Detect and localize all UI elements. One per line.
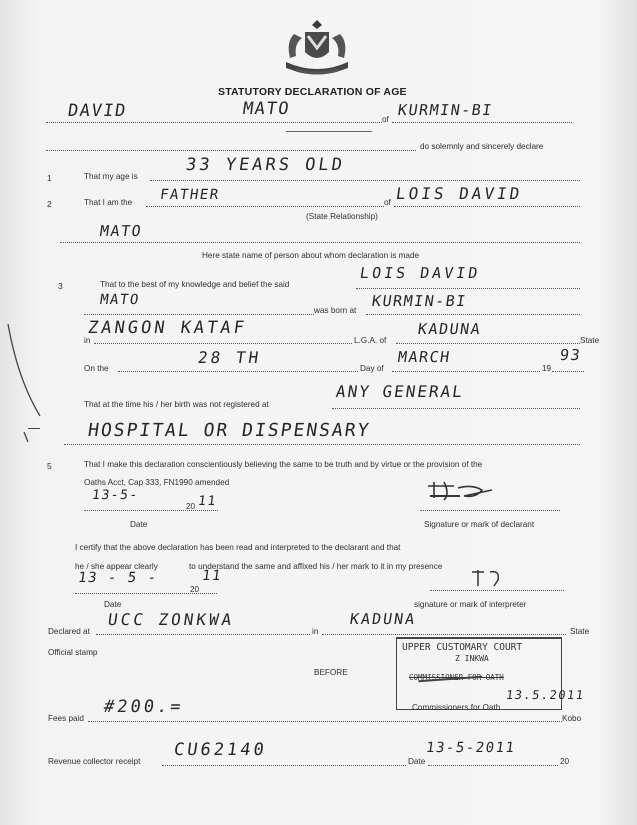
child-name-again: LOIS DAVID bbox=[358, 264, 482, 282]
short-rule bbox=[286, 131, 372, 132]
interpretation-date: 13 - 5 - bbox=[76, 570, 159, 586]
certify-text: I certify that the above declaration has been read and interpreted to the declarant and that bbox=[75, 543, 401, 552]
name-of-line bbox=[392, 122, 572, 123]
stamp-line-1: UPPER CUSTOMARY COURT bbox=[402, 642, 523, 653]
signature-line-1 bbox=[420, 510, 560, 511]
stamp-line-3: COMMISSIONER FOR OATH bbox=[409, 673, 504, 682]
lga-of-label: L.G.A. of bbox=[354, 336, 387, 345]
lga-line bbox=[94, 343, 352, 344]
before-label: BEFORE bbox=[314, 668, 348, 677]
receipt-line bbox=[162, 765, 406, 766]
commissioner-date: 13.5.2011 bbox=[505, 688, 586, 702]
child-surname-line bbox=[60, 242, 580, 243]
birth-day: 28 TH bbox=[196, 348, 263, 367]
i-am-the-label: That I am the bbox=[84, 198, 133, 207]
age-line bbox=[150, 180, 580, 181]
declarant-surname: MATO bbox=[241, 99, 292, 119]
child-first-names: LOIS DAVID bbox=[394, 184, 524, 203]
of-label-2: of bbox=[384, 198, 391, 207]
form-title: STATUTORY DECLARATION OF AGE bbox=[218, 86, 407, 98]
birth-place-line bbox=[366, 314, 580, 315]
registered-line-1 bbox=[332, 408, 580, 409]
was-born-at-label: was born at bbox=[314, 306, 357, 315]
child-line bbox=[394, 206, 580, 207]
state-label: State bbox=[580, 336, 600, 345]
lga-name: ZANGON KATAF bbox=[86, 318, 249, 338]
commissioner-label: Commissioners for Oath bbox=[412, 703, 501, 712]
declarant-first-name: DAVID bbox=[66, 101, 129, 121]
kobo-label: Kobo bbox=[562, 714, 582, 723]
day-of-label: Day of bbox=[360, 364, 384, 373]
oaths-act-text: Oaths Acct, Cap 333, FN1990 amended bbox=[84, 478, 230, 487]
registered-line-2 bbox=[64, 444, 580, 445]
nineteen-label: 19 bbox=[542, 364, 552, 373]
date-line-1 bbox=[84, 510, 218, 511]
declarant-of-place: KURMIN-BI bbox=[396, 101, 495, 119]
twenty-label-2: 20 bbox=[190, 585, 200, 594]
fees-line bbox=[88, 721, 562, 722]
receipt-number: CU62140 bbox=[172, 740, 269, 760]
to-the-best-text: That to the best of my knowledge and belief the said bbox=[100, 280, 290, 289]
birth-year-line bbox=[552, 371, 584, 372]
not-registered-text: That at the time his / her birth was not registered at bbox=[84, 400, 269, 409]
left-bracket-mark bbox=[28, 428, 40, 429]
state-name: KADUNA bbox=[416, 320, 483, 338]
make-declaration-text: That I make this declaration conscientiously believing the same to be truth and by virtue or the provision of the bbox=[84, 460, 483, 469]
signature-interpreter-label: signature or mark of interpreter bbox=[414, 600, 527, 609]
declared-at-label: Declared at bbox=[48, 627, 90, 636]
fees-amount: #200.= bbox=[102, 697, 185, 717]
stamp-line-2: Z INKWA bbox=[455, 654, 489, 663]
in-label-2: in bbox=[312, 627, 319, 636]
age-label: That my age is bbox=[84, 172, 138, 181]
said-line bbox=[356, 288, 580, 289]
interpreter-mark bbox=[468, 566, 508, 590]
date-label-3: Date bbox=[408, 757, 426, 766]
solemn-declare-text: do solemnly and sincerely declare bbox=[420, 142, 544, 151]
date-label-1: Date bbox=[130, 520, 148, 529]
born-name-line bbox=[84, 314, 314, 315]
registered-at-line-2: HOSPITAL OR DISPENSARY bbox=[86, 420, 372, 441]
item-number-2: 2 bbox=[47, 199, 52, 209]
coat-of-arms-emblem bbox=[272, 14, 362, 80]
interpretation-year: 11 bbox=[200, 568, 223, 584]
birth-place: KURMIN-BI bbox=[370, 292, 469, 310]
registered-at-line-1: ANY GENERAL bbox=[334, 382, 466, 401]
signature-line-2 bbox=[430, 590, 564, 591]
birth-month-line bbox=[392, 371, 540, 372]
date-label-2: Date bbox=[104, 600, 122, 609]
declaration-date: 13-5- bbox=[90, 488, 140, 503]
twenty-label-1: 20 bbox=[186, 502, 196, 511]
receipt-date-line bbox=[428, 765, 558, 766]
here-state-note: Here state name of person about whom declaration is made bbox=[202, 251, 420, 260]
in-label: in bbox=[84, 336, 91, 345]
declaration-year: 11 bbox=[196, 494, 218, 509]
state-label-2: State bbox=[570, 627, 590, 636]
state-line bbox=[396, 343, 580, 344]
item-number-1: 1 bbox=[47, 173, 52, 183]
birth-year: 93 bbox=[558, 346, 583, 364]
fees-paid-label: Fees paid bbox=[48, 714, 84, 723]
understand-text: to understand the same and affixed his / her mark to it in my presence bbox=[189, 562, 443, 571]
declared-at-line bbox=[96, 634, 310, 635]
he-she-text: he / she appear clearly bbox=[75, 562, 158, 571]
declared-in-place: KADUNA bbox=[348, 610, 418, 628]
relationship-value: FATHER bbox=[158, 187, 221, 203]
item-number-3: 3 bbox=[58, 281, 63, 291]
address-line bbox=[46, 150, 416, 151]
item-number-5: 5 bbox=[47, 461, 52, 471]
signature-declarant-label: Signature or mark of declarant bbox=[424, 520, 535, 529]
child-surname: MATO bbox=[98, 222, 144, 240]
date-line-2 bbox=[75, 593, 217, 594]
receipt-date: 13-5-2011 bbox=[424, 740, 517, 756]
name-line bbox=[46, 122, 382, 123]
declared-in-line bbox=[322, 634, 566, 635]
declared-at-place: UCC ZONKWA bbox=[106, 610, 236, 629]
twenty-label-3: 20 bbox=[560, 757, 570, 766]
birth-day-line bbox=[118, 371, 358, 372]
margin-pen-stroke bbox=[4, 320, 44, 460]
revenue-receipt-label: Revenue collector receipt bbox=[48, 757, 141, 766]
state-relationship-note: (State Relationship) bbox=[306, 212, 378, 221]
child-surname-again: MATO bbox=[98, 292, 141, 308]
on-the-label: On the bbox=[84, 364, 109, 373]
age-value: 33 YEARS OLD bbox=[184, 155, 347, 175]
official-stamp-label: Official stamp bbox=[48, 648, 98, 657]
birth-month: MARCH bbox=[396, 348, 452, 366]
declarant-signature bbox=[424, 478, 498, 504]
of-label: of bbox=[382, 115, 389, 124]
relationship-line bbox=[146, 206, 384, 207]
